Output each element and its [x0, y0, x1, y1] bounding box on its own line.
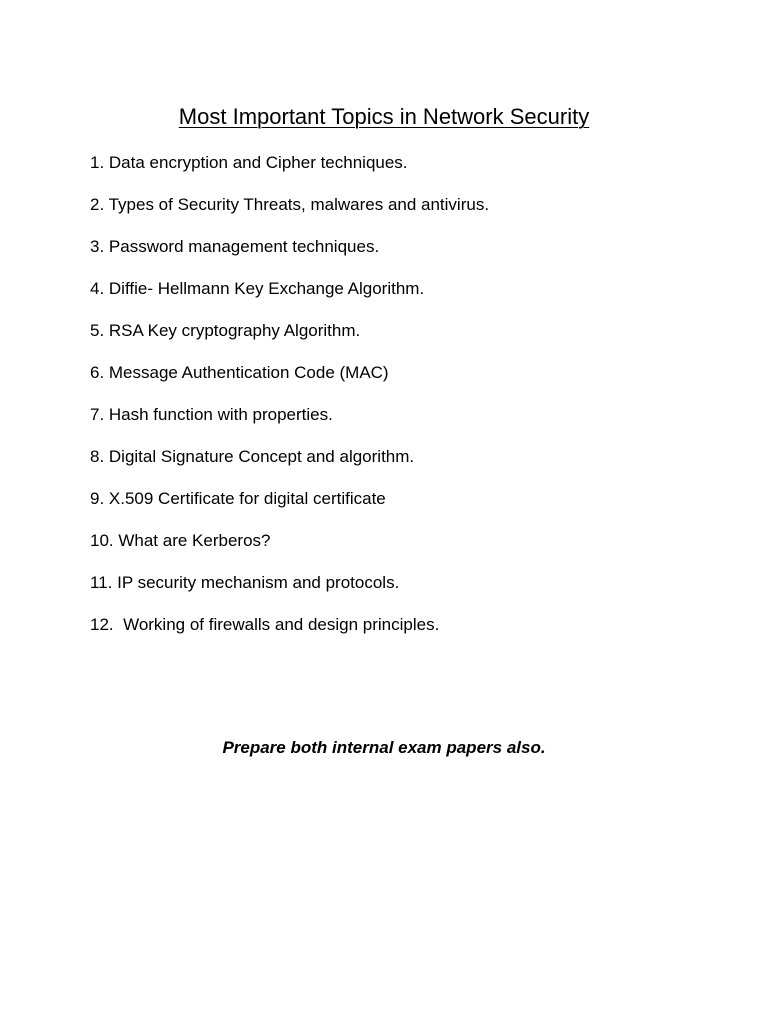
page-title: [0, 102, 768, 132]
list-item: 1. Data encryption and Cipher techniques.: [90, 153, 408, 172]
topic-list: [90, 150, 489, 654]
list-item: 10. What are Kerberos?: [90, 531, 271, 550]
list-item: 5. RSA Key cryptography Algorithm.: [90, 321, 361, 340]
list-item: 8. Digital Signature Concept and algorithm.: [90, 447, 415, 466]
exam-note: Prepare both internal exam papers also.: [222, 738, 546, 757]
list-item: 9. X.509 Certificate for digital certificate: [90, 489, 386, 508]
list-item: 2. Types of Security Threats, malwares and antivirus.: [90, 195, 490, 214]
list-item: 6. Message Authentication Code (MAC): [90, 363, 389, 382]
list-item: 4. Diffie- Hellmann Key Exchange Algorithm.: [90, 279, 425, 298]
list-item: 3. Password management techniques.: [90, 237, 380, 256]
page-title-text: Most Important Topics in Network Security: [178, 104, 590, 129]
list-item: 11. IP security mechanism and protocols.: [90, 573, 400, 592]
list-item: 7. Hash function with properties.: [90, 405, 333, 424]
list-item: 12. Working of firewalls and design principles.: [90, 615, 440, 634]
